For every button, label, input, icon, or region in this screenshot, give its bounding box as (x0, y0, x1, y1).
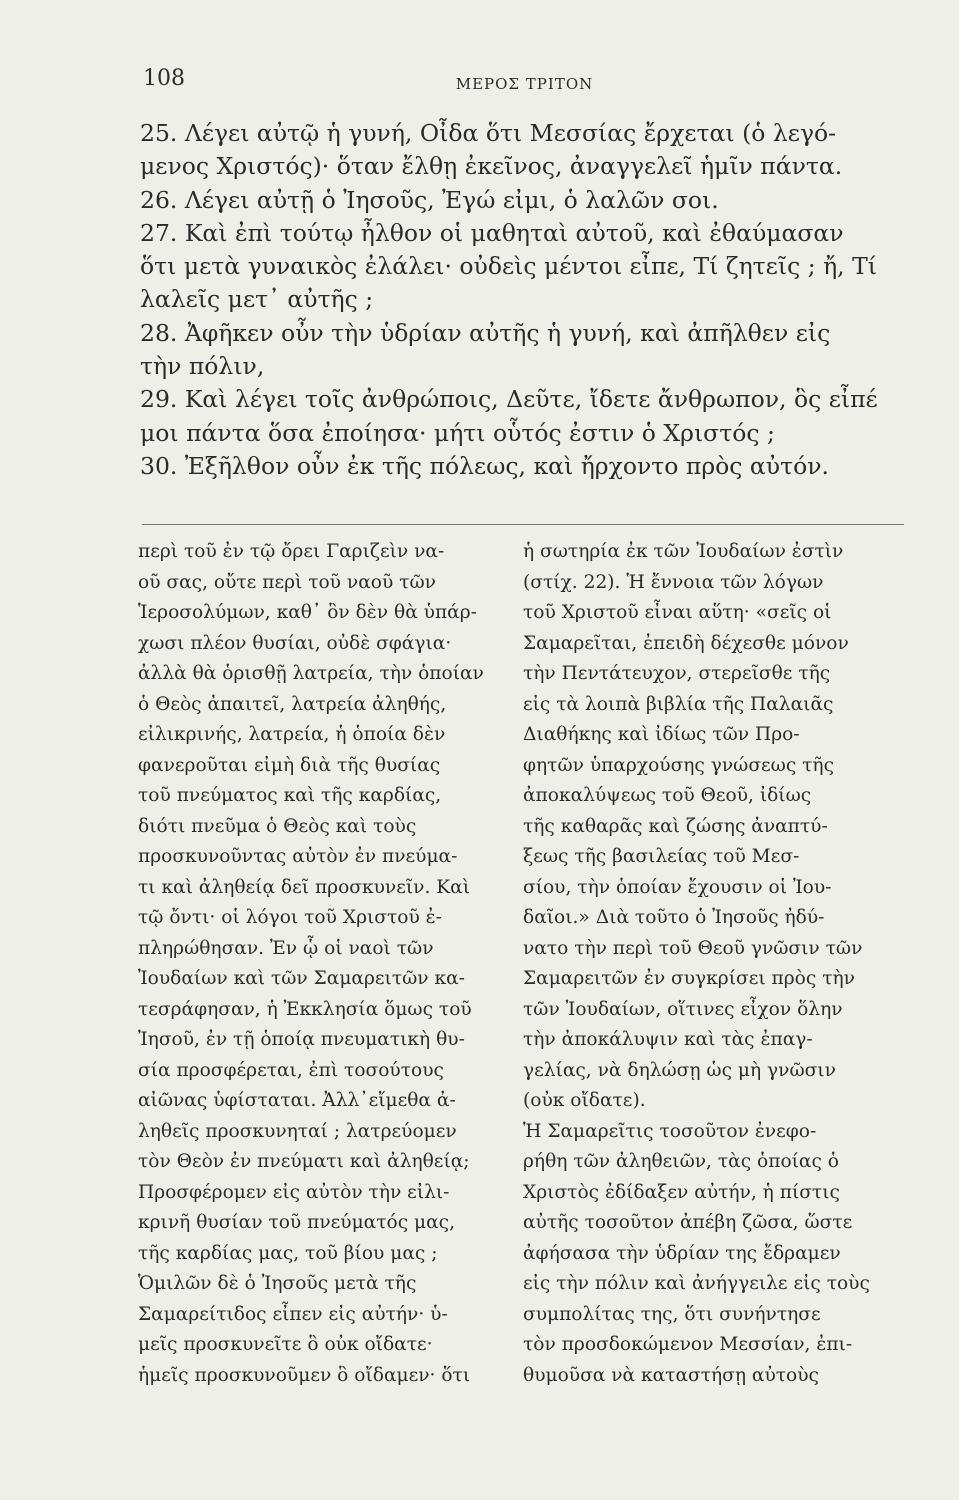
commentary-line: Χριστὸς ἐδίδαξεν αὐτήν, ἡ πίστις (523, 1181, 840, 1203)
commentary-line: ρήθη τῶν ἀληθειῶν, τὰς ὁποίας ὁ (523, 1151, 840, 1172)
scripture-line: μοι πάντα ὅσα ἐποίησα· μήτι οὗτός ἐστιν ὁ Χριστός ; (140, 418, 775, 447)
scripture-line: 27. Καὶ ἐπὶ τούτῳ ἦλθον οἱ μαθηταὶ αὐτοῦ, καὶ ἐθαύμασαν (140, 218, 844, 247)
scripture-line: 26. Λέγει αὐτῇ ὁ Ἰησοῦς, Ἐγώ εἰμι, ὁ λαλῶν σοι. (140, 185, 719, 214)
commentary-line: μεῖς προσκυνεῖτε ὃ οὐκ οἴδατε· (138, 1334, 433, 1355)
commentary-line: Ἡ Σαμαρεῖτις τοσοῦτον ἐνεφο- (523, 1120, 817, 1142)
commentary-line: δαῖοι.» Διὰ τοῦτο ὁ Ἰησοῦς ἠδύ- (523, 907, 825, 928)
scripture-line: λαλεῖς μετ᾽ αὐτῆς ; (140, 285, 374, 314)
commentary-line: θυμοῦσα νὰ καταστήσῃ αὐτοὺς (523, 1364, 819, 1386)
commentary-line: Ἱεροσολύμων, καθ᾽ ὃν δὲν θὰ ὑπάρ- (138, 602, 477, 623)
commentary-line: τοῦ πνεύματος καὶ τῆς καρδίας, (138, 785, 442, 806)
commentary-line: ἀφήσασα τὴν ὑδρίαν της ἔδραμεν (523, 1242, 841, 1264)
commentary-line: ἀποκαλύψεως τοῦ Θεοῦ, ἰδίως (523, 785, 812, 806)
commentary-line: τὴν Πεντάτευχον, στερεῖσθε τῆς (523, 663, 831, 684)
commentary-line: ξεως τῆς βασιλείας τοῦ Μεσ- (523, 846, 800, 867)
commentary-line: συμπολίτας της, ὅτι συνήντησε (523, 1303, 821, 1325)
scripture-line: ὅτι μετὰ γυναικὸς ἐλάλει· οὐδεὶς μέντοι εἶπε, Τί ζητεῖς ; ἤ, Τί (140, 252, 877, 281)
commentary-line: τῆς καρδίας μας, τοῦ βίου μας ; (138, 1242, 438, 1264)
scripture-text (140, 117, 905, 483)
commentary-line: ὁ Θεὸς ἀπαιτεῖ, λατρεία ἀληθής, (138, 693, 447, 715)
commentary-line: οῦ σας, οὔτε περὶ τοῦ ναοῦ τῶν (138, 571, 436, 593)
commentary-line: τὸν Θεὸν ἐν πνεύματι καὶ ἀληθείᾳ; (138, 1151, 470, 1172)
commentary-line: ἀλλὰ θὰ ὁρισθῇ λατρεία, τὴν ὁποίαν (138, 663, 484, 684)
commentary-line: τοῦ Χριστοῦ εἶναι αὕτη· «σεῖς οἱ (523, 602, 832, 623)
commentary-line: τῷ ὄντι· οἱ λόγοι τοῦ Χριστοῦ ἐ- (138, 907, 442, 928)
commentary-line: περὶ τοῦ ἐν τῷ ὄρει Γαριζεὶν να- (138, 541, 445, 562)
commentary-line: αἰῶνας ὑφίσταται. Ἀλλ᾽εἴμεθα ἀ- (138, 1090, 456, 1111)
commentary-line: τὸν προσδοκώμενον Μεσσίαν, ἐπι- (523, 1334, 853, 1355)
commentary-line: κρινῆ θυσίαν τοῦ πνεύματός μας, (138, 1212, 456, 1233)
commentary-line: Ἰουδαίων καὶ τῶν Σαμαρειτῶν κα- (138, 968, 465, 989)
commentary-line: (στίχ. 22). Ἡ ἔννοια τῶν λόγων (523, 571, 824, 593)
commentary-line: διότι πνεῦμα ὁ Θεὸς καὶ τοὺς (138, 815, 417, 837)
scripture-line: τὴν πόλιν, (140, 352, 265, 381)
scripture-line: 25. Λέγει αὐτῷ ἡ γυνή, Οἶδα ὅτι Μεσσίας ἔρχεται (ὁ λεγό- (140, 119, 837, 147)
commentary-line: (οὐκ οἴδατε). (523, 1090, 646, 1111)
commentary-line: Ἰησοῦ, ἐν τῇ ὁποίᾳ πνευματικὴ θυ- (138, 1029, 465, 1050)
page-number: 108 (143, 66, 185, 91)
commentary-line: αὐτῆς τοσοῦτον ἀπέβη ζῶσα, ὥστε (523, 1212, 853, 1233)
commentary-line: Ὁμιλῶν δὲ ὁ Ἰησοῦς μετὰ τῆς (138, 1273, 417, 1294)
commentary-line: εἰς τὴν πόλιν καὶ ἀνήγγειλε εἰς τοὺς (523, 1273, 870, 1294)
commentary-line: τῶν Ἰουδαίων, οἵτινες εἶχον ὅλην (523, 998, 843, 1020)
commentary-column-left (138, 537, 511, 1391)
commentary-line: εἰλικρινής, λατρεία, ἡ ὁποία δὲν (138, 724, 446, 745)
commentary-line: Σαμαρειτῶν ἐν συγκρίσει πρὸς τὴν (523, 968, 855, 989)
commentary-line: τεσράφησαν, ἡ Ἐκκλησία ὅμως τοῦ (138, 998, 472, 1020)
commentary-line: τι καὶ ἀληθείᾳ δεῖ προσκυνεῖν. Καὶ (138, 876, 471, 898)
commentary-line: Σαμαρεῖται, ἐπειδὴ δέχεσθε μόνον (523, 632, 849, 654)
commentary-line: Διαθήκης καὶ ἰδίως τῶν Προ- (523, 724, 800, 745)
commentary-line: Σαμαρείτιδος εἶπεν εἰς αὐτήν· ὑ- (138, 1303, 448, 1325)
commentary-column-right (523, 537, 896, 1391)
commentary-line: πληρώθησαν. Ἐν ᾧ οἱ ναοὶ τῶν (138, 937, 434, 959)
commentary-line: εἰς τὰ λοιπὰ βιβλία τῆς Παλαιᾶς (523, 693, 834, 715)
commentary-line: γελίας, νὰ δηλώσῃ ὡς μὴ γνῶσιν (523, 1059, 836, 1081)
scripture-line: μενος Χριστός)· ὅταν ἔλθῃ ἐκεῖνος, ἀναγγελεῖ ἡμῖν πάντα. (140, 152, 843, 181)
commentary-line: φητῶν ὑπαρχούσης γνώσεως τῆς (523, 754, 834, 776)
commentary-line: ληθεῖς προσκυνηταί ; λατρεύομεν (138, 1120, 457, 1142)
scripture-line: 29. Καὶ λέγει τοῖς ἀνθρώποις, Δεῦτε, ἴδετε ἄνθρωπον, ὃς εἶπέ (140, 385, 878, 414)
running-head: ΜΕΡΟΣ ΤΡΙΤΟΝ (455, 75, 594, 93)
scripture-line: 28. Ἀφῆκεν οὖν τὴν ὑδρίαν αὐτῆς ἡ γυνή, καὶ ἀπῆλθεν εἰς (140, 318, 831, 347)
commentary-line: τῆς καθαρᾶς καὶ ζώσης ἀναπτύ- (523, 815, 828, 837)
commentary-line: ἡ σωτηρία ἐκ τῶν Ἰουδαίων ἐστὶν (523, 541, 844, 562)
commentary-line: νατο τὴν περὶ τοῦ Θεοῦ γνῶσιν τῶν (523, 937, 863, 959)
commentary-line: σίου, τὴν ὁποίαν ἔχουσιν οἱ Ἰου- (523, 876, 832, 898)
commentary-line: Προσφέρομεν εἰς αὐτὸν τὴν εἰλι- (138, 1181, 450, 1203)
commentary-line: προσκυνοῦντας αὐτὸν ἐν πνεύμα- (138, 846, 458, 867)
commentary-line: σία προσφέρεται, ἐπὶ τοσούτους (138, 1059, 444, 1081)
scripture-line: 30. Ἐξῆλθον οὖν ἐκ τῆς πόλεως, καὶ ἤρχοντο πρὸς αὐτόν. (140, 451, 829, 480)
commentary-line: ἡμεῖς προσκυνοῦμεν ὃ οἴδαμεν· ὅτι (138, 1364, 471, 1386)
commentary-line: φανεροῦται εἰμὴ διὰ τῆς θυσίας (138, 754, 441, 776)
section-divider (142, 524, 904, 525)
commentary-line: τὴν ἀποκάλυψιν καὶ τὰς ἐπαγ- (523, 1029, 813, 1050)
commentary-line: χωσι πλέον θυσίαι, οὐδὲ σφάγια· (138, 632, 452, 654)
